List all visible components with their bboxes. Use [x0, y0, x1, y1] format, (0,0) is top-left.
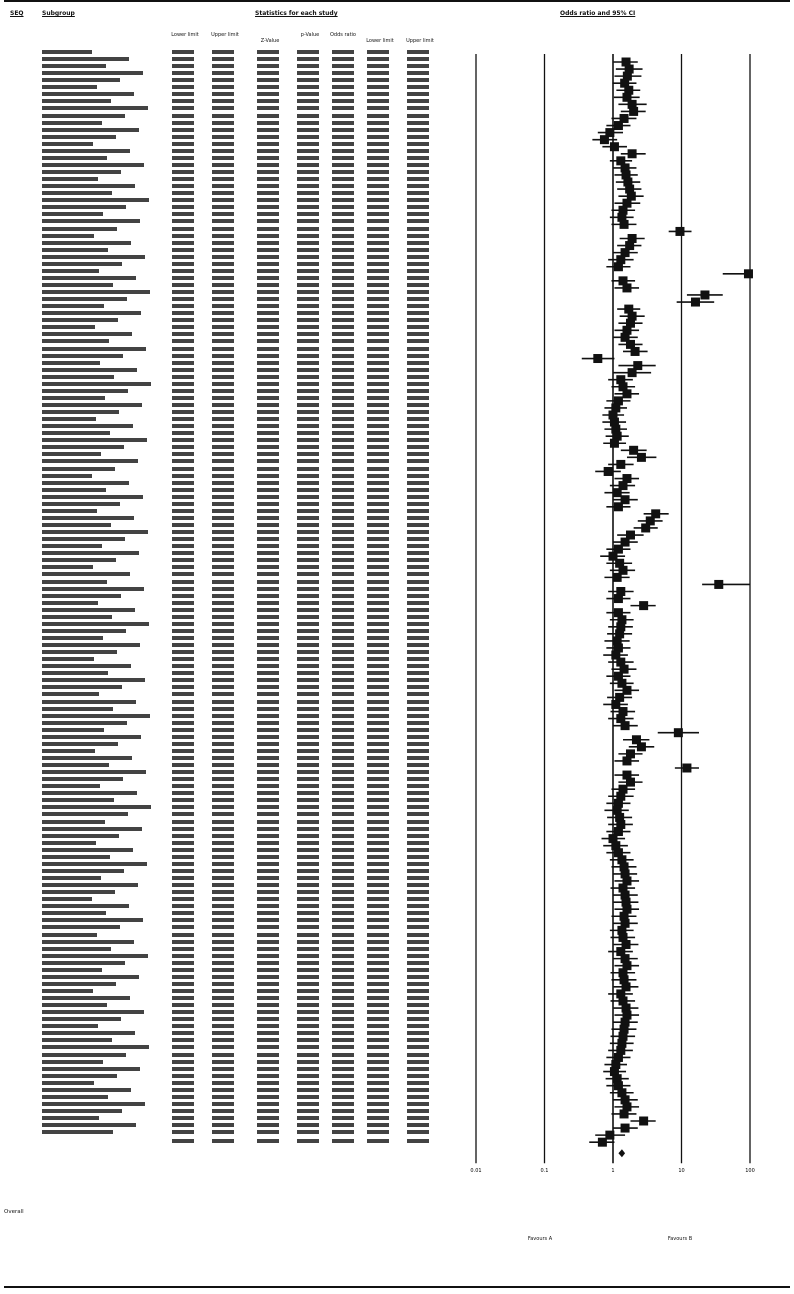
study-point-99	[622, 756, 631, 765]
study-point-63	[614, 502, 623, 511]
forest-plot	[448, 14, 768, 1244]
study-point-151	[621, 1124, 630, 1133]
study-point-153	[598, 1138, 607, 1147]
study-point-94	[621, 721, 630, 730]
sub-header-lower-limit-2: Lower limit	[366, 38, 394, 44]
study-point-29	[614, 262, 623, 271]
x-caption-right: Favours B	[667, 1236, 693, 1242]
study-point-149	[620, 1109, 629, 1118]
x-caption-left: Favours A	[527, 1236, 553, 1242]
header-subgroup: Subgroup	[42, 10, 75, 17]
study-point-55	[629, 446, 638, 455]
top-rule	[4, 0, 790, 2]
study-point-9	[614, 121, 623, 130]
sub-header-lower-limit: Lower limit	[171, 32, 199, 38]
study-point-150	[639, 1117, 648, 1126]
pooled-label: Overall	[4, 1209, 24, 1215]
study-point-54	[610, 439, 619, 448]
sub-header-odds-ratio: Odds ratio	[329, 32, 356, 38]
sub-header-z-value: Z-Value	[260, 38, 280, 44]
study-point-76	[614, 594, 623, 603]
study-point-33	[700, 290, 709, 299]
study-point-58	[604, 467, 613, 476]
table-row	[42, 1130, 442, 1138]
study-point-95	[674, 728, 683, 737]
bottom-rule	[4, 1286, 790, 1288]
study-point-100	[682, 764, 691, 773]
study-point-74	[714, 580, 723, 589]
study-point-7	[629, 107, 638, 116]
sub-header-p-value: p-Value	[300, 32, 320, 38]
study-point-11	[600, 135, 609, 144]
header-plot-title: Odds ratio and 95% CI	[560, 10, 636, 17]
study-point-41	[631, 347, 640, 356]
x-tick-label-2: 1	[611, 1168, 615, 1175]
x-tick-label-1: 0.1	[540, 1168, 549, 1175]
study-point-73	[613, 573, 622, 582]
study-point-57	[616, 460, 625, 469]
pooled-diamond	[618, 1149, 625, 1157]
study-point-30	[744, 269, 753, 278]
study-point-23	[620, 220, 629, 229]
x-tick-label-3: 10	[678, 1168, 685, 1175]
study-point-32	[622, 283, 631, 292]
study-point-66	[641, 523, 650, 532]
study-point-24	[675, 227, 684, 236]
pooled-row	[42, 1139, 442, 1147]
x-tick-label-4: 100	[745, 1168, 755, 1175]
header-statistics: Statistics for each study	[255, 10, 338, 17]
study-point-44	[628, 368, 637, 377]
sub-header-upper-limit-2: Upper limit	[406, 38, 434, 44]
study-point-56	[637, 453, 646, 462]
study-point-61	[613, 488, 622, 497]
x-tick-label-0: 0.01	[470, 1168, 482, 1175]
study-point-12	[610, 142, 619, 151]
study-point-77	[639, 601, 648, 610]
sub-header-upper-limit: Upper limit	[211, 32, 239, 38]
study-point-13	[628, 149, 637, 158]
header-seq: SEQ	[10, 10, 24, 17]
study-point-97	[637, 742, 646, 751]
study-point-42	[593, 354, 602, 363]
study-point-47	[622, 389, 631, 398]
study-point-34	[691, 298, 700, 307]
